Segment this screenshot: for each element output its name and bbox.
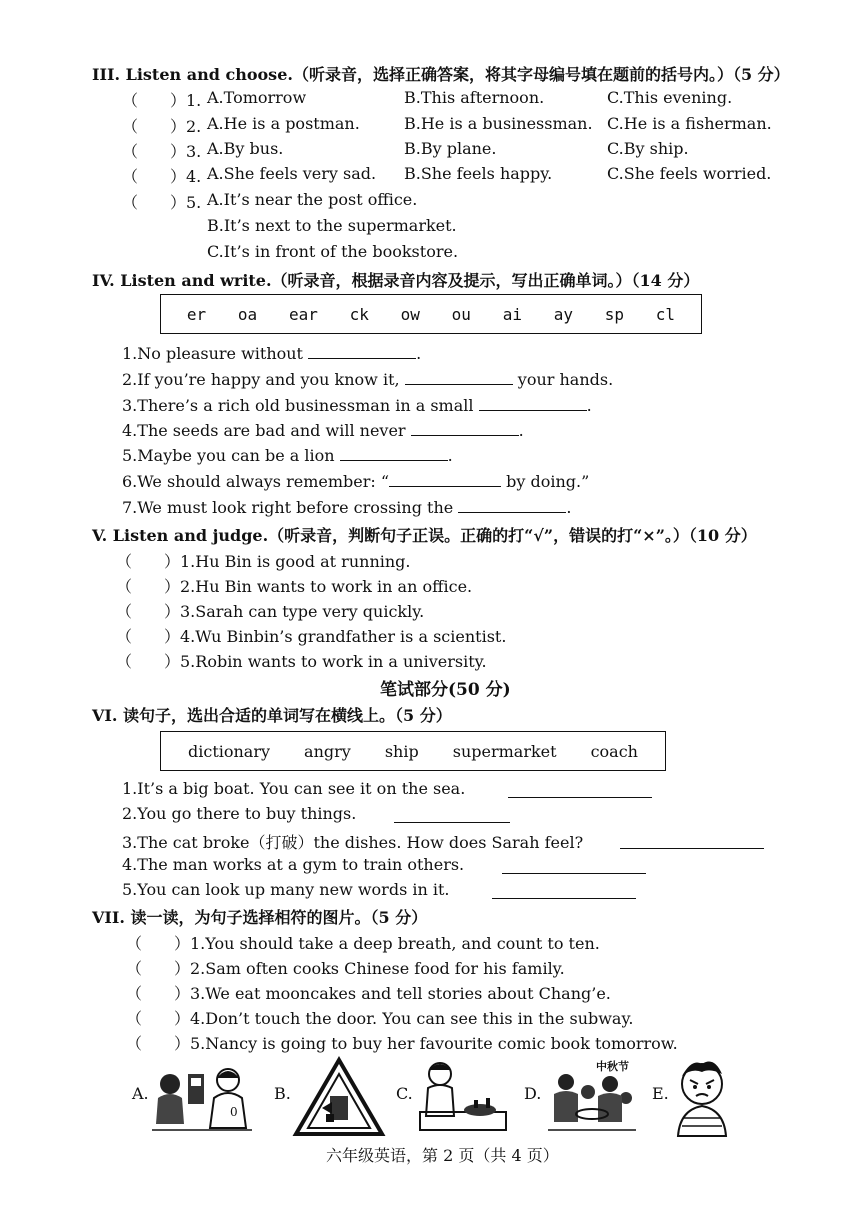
section-7-title: VII. 读一读，为句子选择相符的图片。（5 分） bbox=[92, 908, 428, 927]
mid-autumn-caption: 中秋节 bbox=[596, 1060, 629, 1073]
s3-q4-a: A.She feels very sad. bbox=[207, 164, 377, 183]
word-bank-box bbox=[160, 731, 666, 771]
s3-q5-b: B.It’s next to the supermarket. bbox=[207, 216, 457, 235]
s3-q2-b: B.He is a businessman. bbox=[404, 114, 593, 133]
word-bank-item: coach bbox=[590, 741, 638, 761]
s4-q7: 7.We must look right before crossing the . bbox=[122, 498, 572, 517]
s5-q4: （ ）4.Wu Binbin’s grandfather is a scientist. bbox=[116, 627, 507, 646]
s3-q5-c: C.It’s in front of the bookstore. bbox=[207, 242, 459, 261]
s3-q1-num: （ ）1. bbox=[122, 91, 202, 110]
letter-combo: ear bbox=[288, 304, 318, 324]
s6-q5: 5.You can look up many new words in it. bbox=[122, 880, 450, 899]
s3-q4-c: C.She feels worried. bbox=[607, 164, 772, 183]
letter-combo: ck bbox=[349, 304, 369, 324]
answer-blank[interactable] bbox=[405, 370, 513, 385]
answer-blank[interactable] bbox=[308, 344, 416, 359]
s3-q4-b: B.She feels happy. bbox=[404, 164, 553, 183]
s3-q2-c: C.He is a fisherman. bbox=[607, 114, 772, 133]
s7-q5: （ ）5.Nancy is going to buy her favourite comic book tomorrow. bbox=[126, 1034, 678, 1053]
s7-q4: （ ）4.Don’t touch the door. You can see this in the subway. bbox=[126, 1009, 634, 1028]
s3-q2-num: （ ）2. bbox=[122, 117, 202, 136]
s7-q2: （ ）2.Sam often cooks Chinese food for his family. bbox=[126, 959, 565, 978]
letter-combo: oa bbox=[237, 304, 258, 324]
word-bank-item: ship bbox=[384, 741, 419, 761]
answer-blank[interactable] bbox=[502, 859, 646, 874]
s4-q2: 2.If you’re happy and you know it, your hands. bbox=[122, 370, 614, 389]
s4-q4: 4.The seeds are bad and will never . bbox=[122, 421, 524, 440]
s7-q1: （ ）1.You should take a deep breath, and count to ten. bbox=[126, 934, 600, 953]
pic-label-a: A. bbox=[132, 1084, 149, 1103]
letter-combo: sp bbox=[604, 304, 625, 324]
s4-q3: 3.There’s a rich old businessman in a small . bbox=[122, 396, 592, 415]
pic-label-b: B. bbox=[274, 1084, 291, 1103]
written-part-title: 笔试部分(50 分) bbox=[380, 680, 511, 700]
s3-q3-c: C.By ship. bbox=[607, 139, 689, 158]
s5-q2: （ ）2.Hu Bin wants to work in an office. bbox=[116, 577, 473, 596]
s3-q4-num: （ ）4. bbox=[122, 167, 202, 186]
pic-label-d: D. bbox=[524, 1084, 542, 1103]
section-4-title: IV. Listen and write.（听录音，根据录音内容及提示，写出正确单词。）（14 分） bbox=[92, 271, 700, 290]
svg-text:0: 0 bbox=[230, 1105, 238, 1119]
answer-blank[interactable] bbox=[389, 472, 501, 487]
s3-q5-num: （ ）5. bbox=[122, 193, 202, 212]
s4-q1: 1.No pleasure without . bbox=[122, 344, 422, 363]
s4-q6: 6.We should always remember: “ by doing.” bbox=[122, 472, 590, 491]
section-3-title: III. Listen and choose.（听录音，选择正确答案，将其字母编号填在题前的括号内。）（5 分） bbox=[92, 65, 790, 84]
letter-combo: ai bbox=[502, 304, 522, 324]
s3-q1-c: C.This evening. bbox=[607, 88, 733, 107]
word-bank-item: dictionary bbox=[188, 741, 271, 761]
picture-b-warning-sign-image bbox=[292, 1056, 386, 1138]
s6-q3: 3.The cat broke（打破）the dishes. How does Sarah feel? bbox=[122, 833, 584, 852]
letter-combo: er bbox=[186, 304, 207, 324]
answer-blank[interactable] bbox=[458, 498, 566, 513]
picture-e-angry-boy-image bbox=[670, 1054, 734, 1138]
page-footer: 六年级英语，第 2 页（共 4 页） bbox=[326, 1146, 559, 1165]
picture-c-cooking-image bbox=[414, 1056, 510, 1138]
letter-combo: ay bbox=[553, 304, 573, 324]
picture-d-mid-autumn-family-image bbox=[544, 1070, 640, 1136]
s7-q3: （ ）3.We eat mooncakes and tell stories about Chang’e. bbox=[126, 984, 611, 1003]
section-6-title: VI. 读句子，选出合适的单词写在横线上。（5 分） bbox=[92, 706, 452, 725]
s6-q2: 2.You go there to buy things. bbox=[122, 804, 357, 823]
answer-blank[interactable] bbox=[479, 396, 587, 411]
s4-q5: 5.Maybe you can be a lion . bbox=[122, 446, 453, 465]
s5-q5: （ ）5.Robin wants to work in a university. bbox=[116, 652, 487, 671]
s3-q3-b: B.By plane. bbox=[404, 139, 497, 158]
pic-label-c: C. bbox=[396, 1084, 413, 1103]
letter-combo: cl bbox=[655, 304, 676, 324]
s3-q2-a: A.He is a postman. bbox=[207, 114, 360, 133]
s6-q1: 1.It’s a big boat. You can see it on the sea. bbox=[122, 779, 466, 798]
word-bank-item: supermarket bbox=[452, 741, 557, 761]
answer-blank[interactable] bbox=[508, 783, 652, 798]
answer-blank[interactable] bbox=[411, 421, 519, 436]
answer-blank[interactable] bbox=[620, 834, 764, 849]
s3-q5-a: A.It’s near the post office. bbox=[207, 190, 418, 209]
s3-q1-b: B.This afternoon. bbox=[404, 88, 545, 107]
section-5-title: V. Listen and judge.（听录音，判断句子正误。正确的打“√”，错误的打“×”。）（10 分） bbox=[92, 526, 757, 545]
letter-combo: ow bbox=[400, 304, 420, 324]
s3-q1-a: A.Tomorrow bbox=[207, 88, 307, 107]
s6-q4: 4.The man works at a gym to train others. bbox=[122, 855, 465, 874]
letter-combo: ou bbox=[451, 304, 471, 324]
pic-label-e: E. bbox=[652, 1084, 669, 1103]
word-bank-item: angry bbox=[304, 741, 351, 761]
letter-box bbox=[160, 294, 702, 334]
s3-q3-num: （ ）3. bbox=[122, 142, 202, 161]
answer-blank[interactable] bbox=[492, 884, 636, 899]
picture-a-shopping-image bbox=[148, 1058, 258, 1136]
answer-blank[interactable] bbox=[340, 446, 448, 461]
s5-q3: （ ）3.Sarah can type very quickly. bbox=[116, 602, 425, 621]
s3-q3-a: A.By bus. bbox=[207, 139, 284, 158]
s5-q1: （ ）1.Hu Bin is good at running. bbox=[116, 552, 411, 571]
answer-blank[interactable] bbox=[394, 808, 510, 823]
